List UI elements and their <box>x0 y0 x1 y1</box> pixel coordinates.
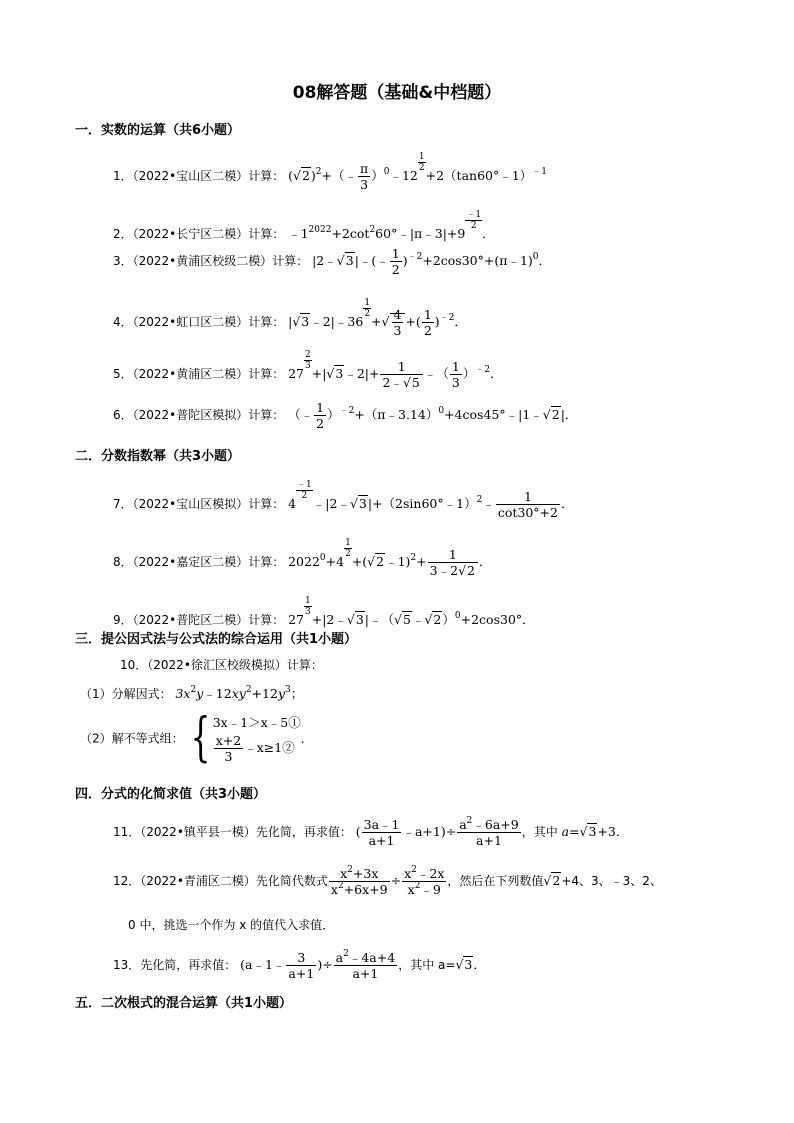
formula: （﹣ $\frac{1}{2}$ ）$^{﹣2}$+（π﹣3.14）$^0$+4cos45°﹣|1﹣√2|． <box>288 400 578 431</box>
formula: $﹣1^{2022}+2\cot^260^\circ﹣|\pi﹣3|+9$ $\frac{﹣1}{2}$ ． <box>288 210 495 241</box>
part-label: （1）分解因式： <box>80 687 172 701</box>
problem-number: 3． <box>113 254 133 268</box>
problem-number: 13． <box>113 958 141 972</box>
problem-number: 4． <box>113 315 133 329</box>
formula: $3x^2y﹣12xy^2+12y^3$； <box>175 685 304 701</box>
problem-5 <box>113 350 503 390</box>
problem-number: 2． <box>113 227 133 241</box>
problem-4 <box>113 298 467 338</box>
formula: $2022^0+4$ $\frac{1}{2}$ +(√2﹣1)$^2$+ $\frac{1}{3﹣2√2}$ ． <box>288 538 492 578</box>
section-heading-1: 一．实数的运算（共6小题） <box>75 123 241 138</box>
problem-source: （2022•黄浦区二模）计算： <box>132 367 285 381</box>
formula: |√3﹣2|﹣36 $\frac{1}{2}$ +√ $\frac{4}{3}$ +( $\frac{1}{2}$ )$^{﹣2}$． <box>288 298 467 338</box>
problem-number: 5． <box>113 367 133 381</box>
problem-13 <box>113 950 486 981</box>
problem-source: （2022•黄浦区校级二模）计算： <box>132 254 309 268</box>
formula: ( $\frac{3a﹣1}{a+1}$ ﹣a+1)÷ $\frac{a^2﹣6a+9}{a+1}$ <box>355 816 519 848</box>
problem-number: 9． <box>113 613 133 627</box>
problem-12-line-2: 0 中，挑选一个作为 x 的值代入求值． <box>128 918 335 932</box>
value-list: +4、3、﹣3、2、 <box>561 874 662 888</box>
problem-source: （2022•普陀区二模）计算： <box>132 613 285 627</box>
given-value: a=√3+3． <box>561 824 629 839</box>
problem-source: （2022•嘉定区二模）计算： <box>132 555 285 569</box>
problem-10 <box>120 656 323 673</box>
problem-source: （2022•宝山区模拟）计算： <box>132 497 285 511</box>
part-label: （2）解不等式组： <box>80 731 184 746</box>
problem-number: 8． <box>113 555 133 569</box>
problem-9 <box>113 596 535 628</box>
problem-3 <box>113 246 551 277</box>
problem-number: 1． <box>113 169 133 183</box>
problem-source: （2022•徐汇区校级模拟）计算： <box>147 658 323 672</box>
problem-10-part-2: （2）解不等式组： { 3x﹣1＞x﹣5① $\frac{x+2}{3}$ ﹣x≥1② ． <box>80 708 313 768</box>
problem-source: （2022•虹口区二模）计算： <box>132 315 285 329</box>
problem-11 <box>113 817 628 848</box>
formula: |2﹣√3|﹣(﹣ $\frac{1}{2}$ )$^{﹣2}$+2cos30°+(π﹣1)$^0$． <box>312 246 552 277</box>
problem-6 <box>113 400 577 431</box>
problem-source: 先化简，再求值： <box>140 958 237 972</box>
problem-12 <box>113 866 662 897</box>
problem-tail: ，然后在下列数值 <box>447 874 544 888</box>
problem-number: 12． <box>113 874 141 888</box>
formula: 27 $\frac{2}{3}$ +|√3﹣2|+ $\frac{1}{2﹣√5}$ ﹣（ $\frac{1}{3}$ ）$^{﹣2}$． <box>288 350 503 390</box>
problem-source: （2022•镇平县一模）先化简，再求值： <box>140 825 352 839</box>
section-heading-3: 三．提公因式法与公式法的综合运用（共1小题） <box>75 632 358 647</box>
formula: 4 $\frac{﹣1}{2}$ ﹣|2﹣√3|+（2sin60°﹣1）$^2$﹣ $\frac{1}{\cot 30^\circ+2}$ ． <box>288 480 574 520</box>
section-heading-2: 二．分数指数幂（共3小题） <box>75 449 241 464</box>
problem-2 <box>113 210 495 242</box>
formula: $(√2)^2+(﹣$ $\frac{\pi}{3}$ ）$^0$﹣12 $\frac{1}{2}$ +2（tan60°﹣1）$^{﹣1}$ <box>288 152 547 192</box>
formula: (a﹣1﹣ $\frac{3}{a+1}$ )÷ $\frac{a^2﹣4a+4}{a+1}$ <box>240 949 396 981</box>
problem-tail: ，其中 a= <box>398 958 456 972</box>
problem-7 <box>113 480 574 520</box>
problem-1 <box>113 152 547 192</box>
left-brace: { <box>190 708 211 768</box>
problem-tail: ，其中 <box>521 825 562 839</box>
formula: $\frac{x^2+3x}{x^2+6x+9}$ ÷ $\frac{x^2﹣2x}{x^2﹣9}$ <box>330 865 445 897</box>
sqrt-value: √2 <box>543 873 561 888</box>
problem-source: （2022•青浦区二模）先化简代数式 <box>140 874 328 888</box>
problem-number: 10． <box>120 658 148 672</box>
problem-10-part-1 <box>80 684 303 702</box>
page-title: 08解答题（基础&中档题） <box>292 83 502 103</box>
problem-number: 6． <box>113 408 133 422</box>
problem-source: （2022•普陀区模拟）计算： <box>132 408 285 422</box>
section-heading-5: 五．二次根式的混合运算（共1小题） <box>75 996 293 1011</box>
formula: 27 $\frac{1}{3}$ +|2﹣√3|﹣（√5﹣√2）$^0$+2cos30°． <box>288 596 535 627</box>
section-heading-4: 四．分式的化简求值（共3小题） <box>75 787 267 802</box>
problem-8 <box>113 538 492 578</box>
problem-source: （2022•长宁区二模）计算： <box>132 227 285 241</box>
problem-number: 11． <box>113 825 141 839</box>
given-value: √3． <box>455 957 486 972</box>
problem-number: 7． <box>113 497 133 511</box>
inequality-system: 3x﹣1＞x﹣5① $\frac{x+2}{3}$ ﹣x≥1② <box>212 714 301 764</box>
problem-source: （2022•宝山区二模）计算： <box>132 169 285 183</box>
